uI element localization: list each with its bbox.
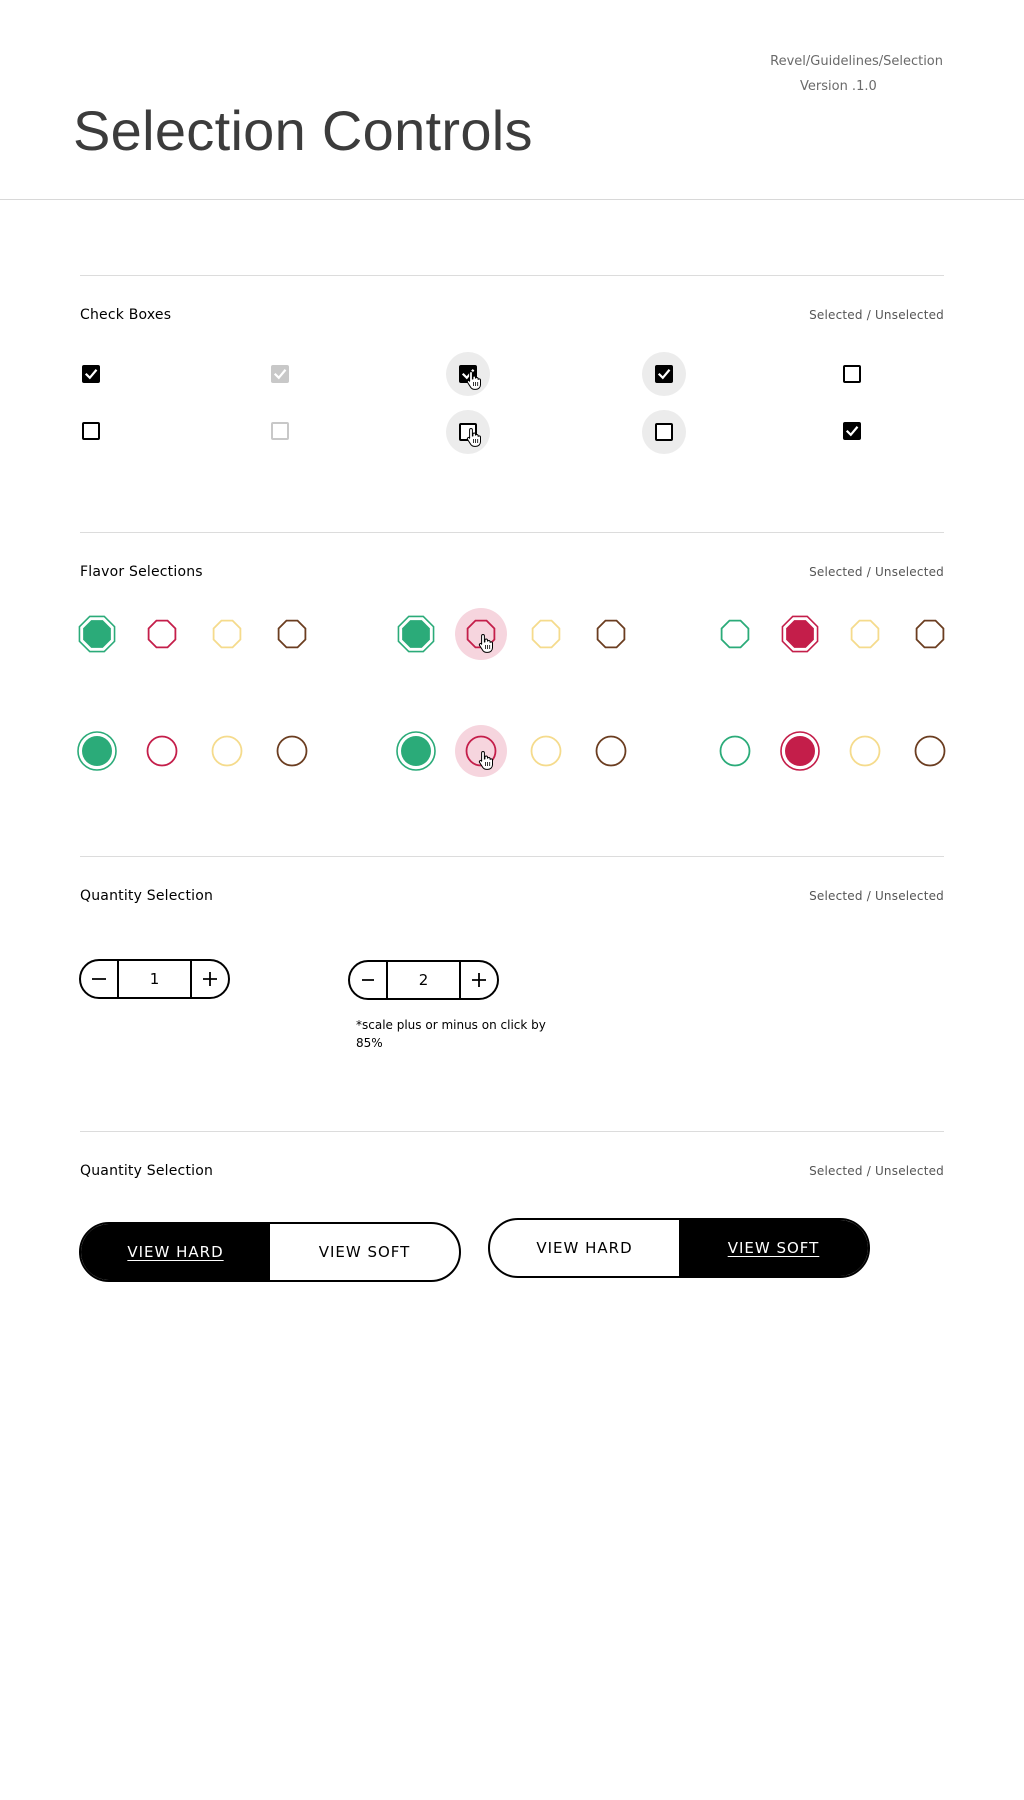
circle-swatch-icon [77, 731, 117, 771]
view-toggle-soft[interactable] [488, 1218, 870, 1278]
checkbox-checked-focus[interactable] [642, 352, 686, 396]
minus-button[interactable] [350, 962, 386, 998]
circle-swatch-icon [910, 731, 950, 771]
circle-swatch-icon [461, 731, 501, 771]
checkbox-unchecked-focus[interactable] [642, 410, 686, 454]
section-meta-flavors: Selected / Unselected [809, 565, 944, 579]
checkbox-box[interactable] [271, 422, 289, 440]
circle-swatch-icon [715, 731, 755, 771]
flavor-yellow-circle[interactable] [520, 725, 572, 777]
version-label: Version .1.0 [800, 79, 877, 94]
checkbox-box[interactable] [82, 422, 100, 440]
checkbox-box[interactable] [271, 365, 289, 383]
quantity-value[interactable]: 2 [386, 962, 461, 998]
flavor-red-octagon[interactable] [136, 608, 188, 660]
flavor-green-circle[interactable] [71, 725, 123, 777]
flavor-green-octagon[interactable] [709, 608, 761, 660]
flavor-yellow-octagon[interactable] [839, 608, 891, 660]
view-soft-option[interactable]: VIEW SOFT [679, 1220, 868, 1276]
flavor-green-circle[interactable] [390, 725, 442, 777]
checkbox-box[interactable] [459, 365, 477, 383]
circle-swatch-icon [845, 731, 885, 771]
circle-swatch-icon [526, 731, 566, 771]
checkbox-box[interactable] [82, 365, 100, 383]
flavor-red-circle[interactable] [455, 725, 507, 777]
view-soft-option[interactable]: VIEW SOFT [318, 1243, 411, 1261]
octagon-swatch-icon [272, 614, 312, 654]
octagon-swatch-icon [715, 614, 755, 654]
checkbox-checked[interactable] [69, 352, 113, 396]
checkbox-unchecked[interactable] [830, 352, 874, 396]
check-icon [84, 367, 98, 381]
circle-swatch-icon [207, 731, 247, 771]
check-icon [461, 367, 475, 381]
flavor-green-octagon[interactable] [390, 608, 442, 660]
flavor-red-octagon[interactable] [455, 608, 507, 660]
section-title-flavors: Flavor Selections [80, 564, 203, 580]
minus-icon [91, 971, 107, 987]
octagon-swatch-icon [461, 614, 501, 654]
quantity-stepper-active[interactable] [348, 960, 499, 1000]
check-icon [273, 367, 287, 381]
flavor-brown-octagon[interactable] [585, 608, 637, 660]
section-divider [80, 1131, 944, 1132]
minus-button[interactable] [81, 961, 117, 997]
circle-swatch-icon [396, 731, 436, 771]
breadcrumb: Revel/Guidelines/Selection [770, 54, 943, 69]
flavor-brown-octagon[interactable] [904, 608, 956, 660]
plus-button[interactable] [192, 961, 228, 997]
section-meta-checkboxes: Selected / Unselected [809, 308, 944, 322]
checkbox-unchecked-hover[interactable] [446, 410, 490, 454]
plus-icon [202, 971, 218, 987]
checkbox-unchecked[interactable] [69, 409, 113, 453]
octagon-swatch-icon [396, 614, 436, 654]
octagon-swatch-icon [526, 614, 566, 654]
view-hard-option[interactable]: VIEW HARD [81, 1224, 270, 1280]
octagon-swatch-icon [910, 614, 950, 654]
flavor-brown-octagon[interactable] [266, 608, 318, 660]
circle-swatch-icon [272, 731, 312, 771]
section-divider [80, 532, 944, 533]
octagon-swatch-icon [845, 614, 885, 654]
check-icon [657, 367, 671, 381]
quantity-note: *scale plus or minus on click by 85% [356, 1018, 546, 1050]
section-meta-toggle: Selected / Unselected [809, 1164, 944, 1178]
section-divider [80, 856, 944, 857]
checkbox-box[interactable] [655, 423, 673, 441]
checkbox-box[interactable] [843, 422, 861, 440]
page-title: Selection Controls [73, 99, 533, 162]
flavor-green-octagon[interactable] [71, 608, 123, 660]
minus-icon [360, 972, 376, 988]
circle-swatch-icon [591, 731, 631, 771]
header-divider [0, 199, 1024, 200]
view-toggle-hard[interactable] [79, 1222, 461, 1282]
flavor-yellow-circle[interactable] [839, 725, 891, 777]
circle-swatch-icon [780, 731, 820, 771]
octagon-swatch-icon [77, 614, 117, 654]
flavor-brown-circle[interactable] [585, 725, 637, 777]
quantity-stepper[interactable] [79, 959, 230, 999]
section-title-toggle: Quantity Selection [80, 1163, 214, 1179]
section-meta-quantity: Selected / Unselected [809, 889, 944, 903]
quantity-value[interactable]: 1 [117, 961, 192, 997]
flavor-red-octagon[interactable] [774, 608, 826, 660]
checkbox-box[interactable] [655, 365, 673, 383]
flavor-yellow-octagon[interactable] [201, 608, 253, 660]
checkbox-box[interactable] [459, 423, 477, 441]
flavor-red-circle[interactable] [774, 725, 826, 777]
octagon-swatch-icon [207, 614, 247, 654]
checkbox-checked-hover[interactable] [446, 352, 490, 396]
flavor-brown-circle[interactable] [266, 725, 318, 777]
flavor-yellow-octagon[interactable] [520, 608, 572, 660]
checkbox-checked-disabled[interactable] [258, 352, 302, 396]
section-title-quantity: Quantity Selection [80, 888, 214, 904]
flavor-brown-circle[interactable] [904, 725, 956, 777]
checkbox-box[interactable] [843, 365, 861, 383]
checkbox-unchecked-disabled[interactable] [258, 409, 302, 453]
view-hard-option[interactable]: VIEW HARD [536, 1239, 633, 1257]
octagon-swatch-icon [591, 614, 631, 654]
section-divider [80, 275, 944, 276]
flavor-red-circle[interactable] [136, 725, 188, 777]
flavor-yellow-circle[interactable] [201, 725, 253, 777]
section-title-checkboxes: Check Boxes [80, 307, 172, 323]
flavor-green-circle[interactable] [709, 725, 761, 777]
checkbox-checked[interactable] [830, 409, 874, 453]
check-icon [845, 424, 859, 438]
octagon-swatch-icon [142, 614, 182, 654]
plus-button[interactable] [461, 962, 497, 998]
octagon-swatch-icon [780, 614, 820, 654]
plus-icon [471, 972, 487, 988]
circle-swatch-icon [142, 731, 182, 771]
